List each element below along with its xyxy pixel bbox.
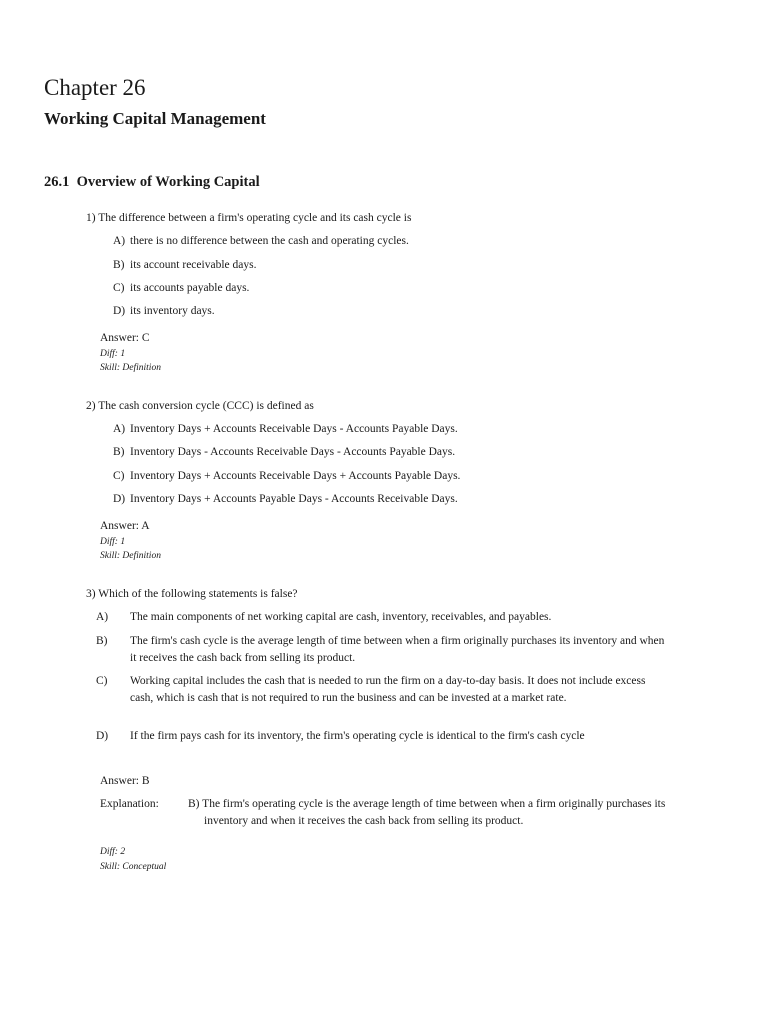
question-3-difficulty: Diff: 2 [100,847,126,857]
option-text: its inventory days. [130,305,215,317]
question-1-skill: Skill: Definition [100,363,161,373]
question-2-option-b [113,444,653,461]
option-letter: A) [113,423,126,435]
question-1-stem: 1) The difference between a firm's operating cycle and its cash cycle is [86,212,412,224]
option-letter: A) [96,611,109,623]
question-1-difficulty: Diff: 1 [100,349,126,359]
question-2-skill: Skill: Definition [100,551,161,561]
question-1-answer: Answer: C [100,332,150,344]
question-1-option-d [113,303,653,320]
question-2-difficulty: Diff: 1 [100,537,126,547]
question-3-option-b [96,633,670,666]
option-text: Inventory Days - Accounts Receivable Days - Accounts Payable Days. [130,446,456,458]
question-3-explanation-label: Explanation: [100,798,159,810]
chapter-subtitle: Working Capital Management [44,109,266,128]
chapter-title: Chapter 26 [44,75,146,100]
question-3-explanation: B) The firm's operating cycle is the average length of time between when a firm originally purchases its inventory and when it receives the cash back from selling its product. [188,798,666,827]
option-letter: B) [96,635,108,647]
option-letter: B) [113,446,125,458]
question-3-option-d [96,728,670,745]
option-letter: A) [113,235,126,247]
option-letter: D) [113,305,126,317]
section-heading: 26.1 Overview of Working Capital [44,174,260,190]
option-letter: C) [113,282,125,294]
option-letter: D) [113,493,126,505]
option-letter: D) [96,730,109,742]
question-3-option-a [96,609,670,626]
question-2-answer: Answer: A [100,520,150,532]
option-text: its accounts payable days. [130,282,250,294]
option-text: there is no difference between the cash and operating cycles. [130,235,409,247]
option-text: The firm's cash cycle is the average length of time between when a firm originally purchases its inventory and when it receives the cash back from selling its product. [130,635,665,664]
question-1-option-a [113,233,653,250]
question-2-option-a [113,421,653,438]
question-1-option-b [113,257,653,274]
question-3-stem: 3) Which of the following statements is false? [86,588,298,600]
option-letter: C) [96,675,108,687]
question-2-stem: 2) The cash conversion cycle (CCC) is defined as [86,400,314,412]
option-text: Inventory Days + Accounts Payable Days - Accounts Receivable Days. [130,493,458,505]
question-2-option-d [113,491,653,508]
option-text: Working capital includes the cash that is needed to run the firm on a day-to-day basis. It does not include excess cash, which is cash that is not required to run the business and can be invested at a market rate. [130,675,646,704]
option-text: Inventory Days + Accounts Receivable Days + Accounts Payable Days. [130,470,461,482]
option-text: The main components of net working capital are cash, inventory, receivables, and payables. [130,611,552,623]
question-3-skill: Skill: Conceptual [100,862,167,872]
option-text: Inventory Days + Accounts Receivable Days - Accounts Payable Days. [130,423,458,435]
option-letter: B) [113,259,125,271]
option-letter: C) [113,470,125,482]
question-3-answer: Answer: B [100,775,150,787]
question-1-option-c [113,280,653,297]
option-text: If the firm pays cash for its inventory, the firm's operating cycle is identical to the firm's cash cycle [130,730,585,742]
question-2-option-c [113,468,653,485]
question-3-option-c [96,673,670,706]
option-text: its account receivable days. [130,259,257,271]
